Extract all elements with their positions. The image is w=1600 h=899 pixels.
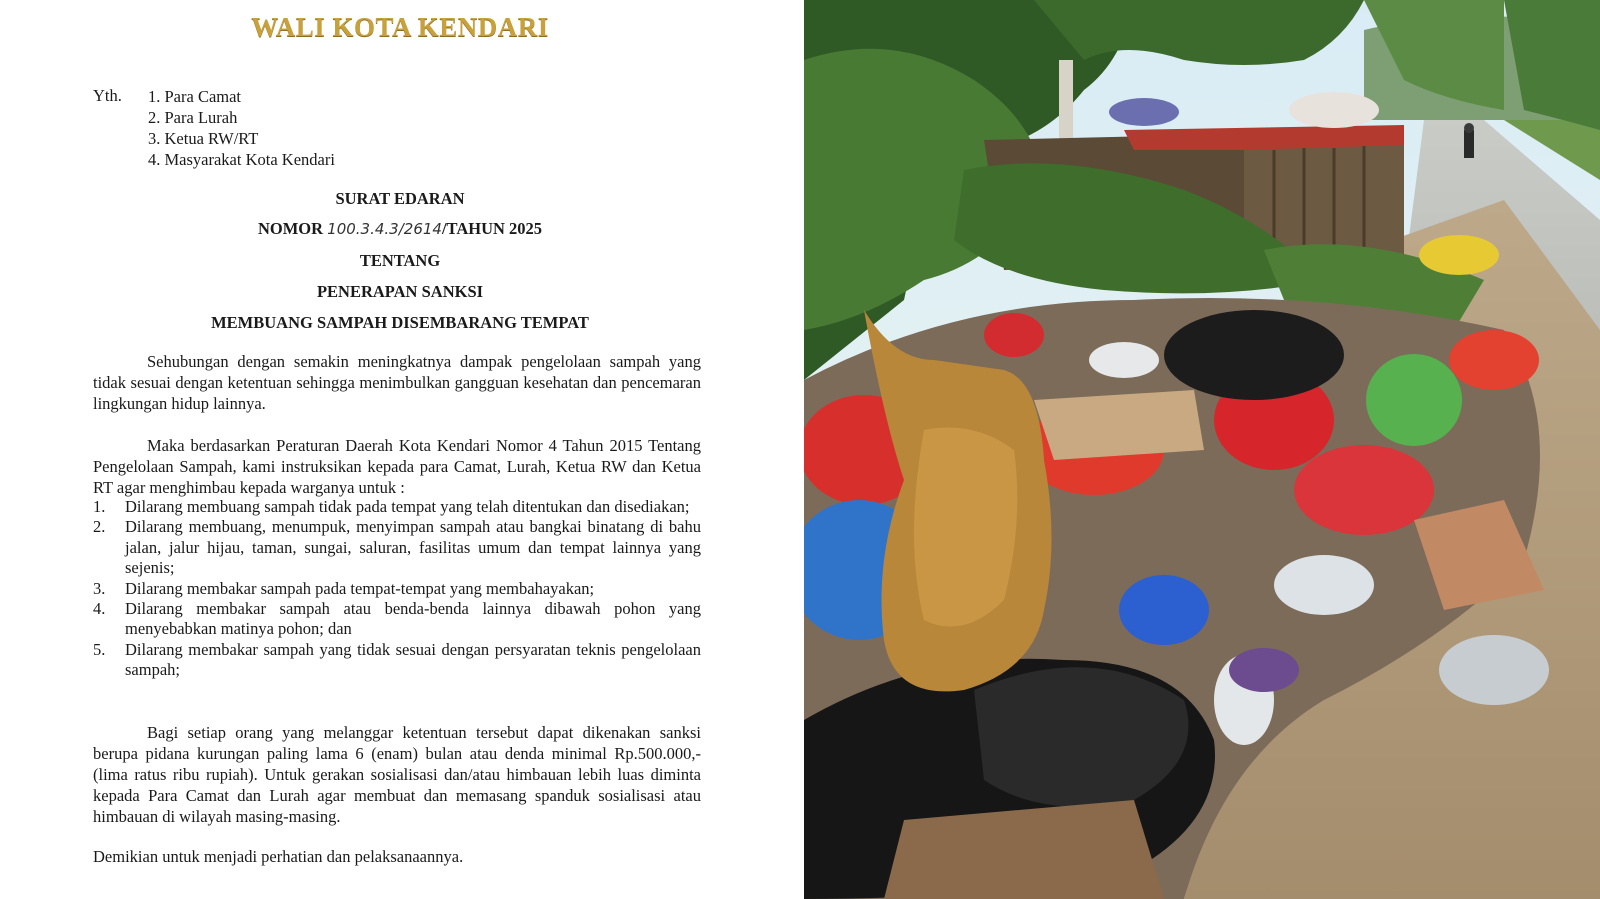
letterhead-title: WALI KOTA KENDARI [251, 12, 549, 42]
rule-item [93, 640, 701, 681]
rules-list [93, 497, 701, 681]
rule-item [93, 579, 701, 599]
rule-text: Dilarang membuang, menumpuk, menyimpan sampah atau bangkai binatang di bahu jalan, jalur hijau, taman, sungai, saluran, fasilitas umum dan tempat lainnya yang sejenis; [125, 517, 701, 578]
number-prefix: NOMOR [257, 219, 324, 238]
rule-number: 5. [93, 639, 106, 659]
addressee-label: Yth. [93, 86, 122, 105]
rule-number: 3. [93, 578, 106, 598]
rule-item [93, 517, 701, 578]
rule-number: 2. [93, 517, 106, 537]
number-handwritten: 100.3.4.3/2614 [327, 220, 442, 238]
rule-item [93, 599, 701, 640]
letterhead [0, 0, 800, 46]
letter-about: TENTANG [359, 251, 441, 270]
addressee-item: 4. Masyarakat Kota Kendari [148, 150, 335, 169]
number-suffix: /TAHUN 2025 [441, 219, 543, 238]
rule-text: Dilarang membakar sampah yang tidak sesuai dengan persyaratan teknis pengelolaan sampah; [125, 639, 701, 680]
rule-text: Dilarang membuang sampah tidak pada tempat yang telah ditentukan dan disediakan; [125, 497, 690, 516]
motorcyclist [1464, 130, 1474, 158]
rule-item [93, 497, 701, 517]
paragraph-sanction: Bagi setiap orang yang melanggar ketentuan tersebut dapat dikenakan sanksi berupa pidana kurungan paling lama 6 (enam) bulan atau denda minimal Rp.500.000,- (lima ratus ribu rupiah). Untuk gerakan sosialisasi dan/atau himbauan lebih luas diminta kepada Para Camat dan Lurah agar membuat dan memasang spanduk sosialisasi atau himbauan di wilayah masing-masing. [93, 723, 701, 826]
letter-number [0, 219, 800, 239]
paragraph-instruction: Maka berdasarkan Peraturan Daerah Kota Kendari Nomor 4 Tahun 2015 Tentang Pengelolaan Sampah, kami instruksikan kepada para Camat, Lurah, Ketua RW dan Ketua RT agar menghimbau kepada warganya untuk : [93, 436, 701, 497]
garbage-scene-image [804, 0, 1600, 899]
letter-subject-2: MEMBUANG SAMPAH DISEMBARANG TEMPAT [211, 313, 589, 332]
rule-text: Dilarang membakar sampah pada tempat-tempat yang membahayakan; [125, 578, 595, 598]
rule-number: 4. [93, 599, 106, 619]
rule-number: 1. [93, 497, 106, 516]
roadside-garbage-photo [804, 0, 1600, 899]
addressee-item: 3. Ketua RW/RT [148, 129, 259, 148]
letter-heading: SURAT EDARAN [335, 189, 465, 208]
letter-subject-1: PENERAPAN SANKSI [316, 282, 484, 301]
addressee-item: 1. Para Camat [148, 87, 242, 106]
addressee-item: 2. Para Lurah [148, 108, 238, 127]
paragraph-intro: Sehubungan dengan semakin meningkatnya dampak pengelolaan sampah yang tidak sesuai dengan ketentuan sehingga menimbulkan gangguan kesehatan dan pencemaran lingkungan hidup lainnya. [93, 352, 701, 413]
addressee-list [148, 86, 335, 170]
paragraph-closing: Demikian untuk menjadi perhatian dan pelaksanaannya. [93, 847, 464, 866]
rule-text: Dilarang membakar sampah atau benda-benda lainnya dibawah pohon yang menyebabkan matinya pohon; dan [125, 599, 701, 639]
